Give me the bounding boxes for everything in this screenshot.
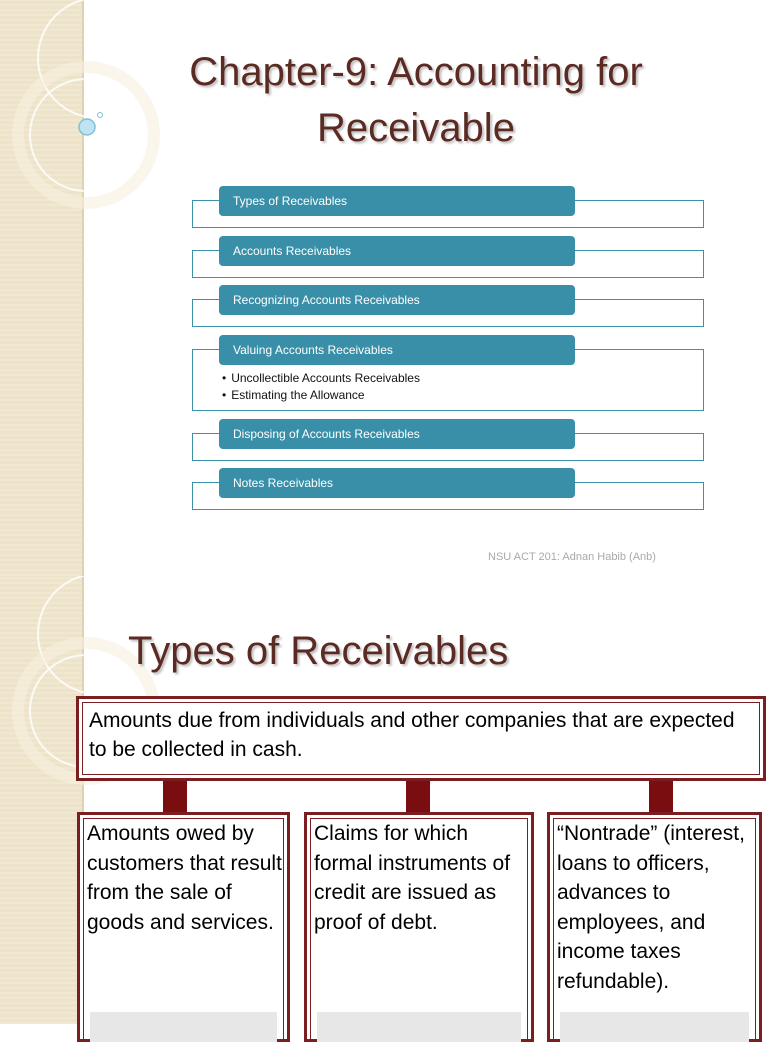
type-description: “Nontrade” (interest, loans to officers, advances to employees, and income taxes refundable). (557, 822, 745, 993)
definition-box (76, 696, 766, 781)
type-box-other (547, 812, 762, 1042)
slide-footer: NSU ACT 201: Adnan Habib (Anb) (488, 551, 656, 563)
topic-subitem-list (222, 370, 420, 404)
topic-label: Accounts Receivables (219, 236, 575, 266)
topic-subitem: • Estimating the Allowance (222, 387, 420, 404)
connector-bar (649, 781, 673, 813)
topic-label: Notes Receivables (219, 468, 575, 498)
type-box-notes (304, 812, 534, 1042)
type-label-strip (560, 1012, 749, 1042)
topic-label: Valuing Accounts Receivables (219, 335, 575, 365)
type-box-accounts (77, 812, 290, 1042)
type-label-strip (90, 1012, 277, 1042)
type-description: Claims for which formal instruments of credit are issued as proof of debt. (314, 822, 511, 934)
connector-bar (163, 781, 187, 813)
slide-title: Chapter-9: Accounting for Receivable (189, 50, 643, 150)
topic-label: Disposing of Accounts Receivables (219, 419, 575, 449)
topic-label: Recognizing Accounts Receivables (219, 285, 575, 315)
definition-text: Amounts due from individuals and other companies that are expected to be collected in cash. (89, 709, 735, 761)
topic-subitem: • Uncollectible Accounts Receivables (222, 370, 420, 387)
slide-2-title: Types of Receivables (128, 629, 509, 673)
topic-label: Types of Receivables (219, 186, 575, 216)
type-label-strip (317, 1012, 521, 1042)
connector-bar (406, 781, 430, 813)
type-description: Amounts owed by customers that result from the sale of goods and services. (87, 822, 282, 934)
